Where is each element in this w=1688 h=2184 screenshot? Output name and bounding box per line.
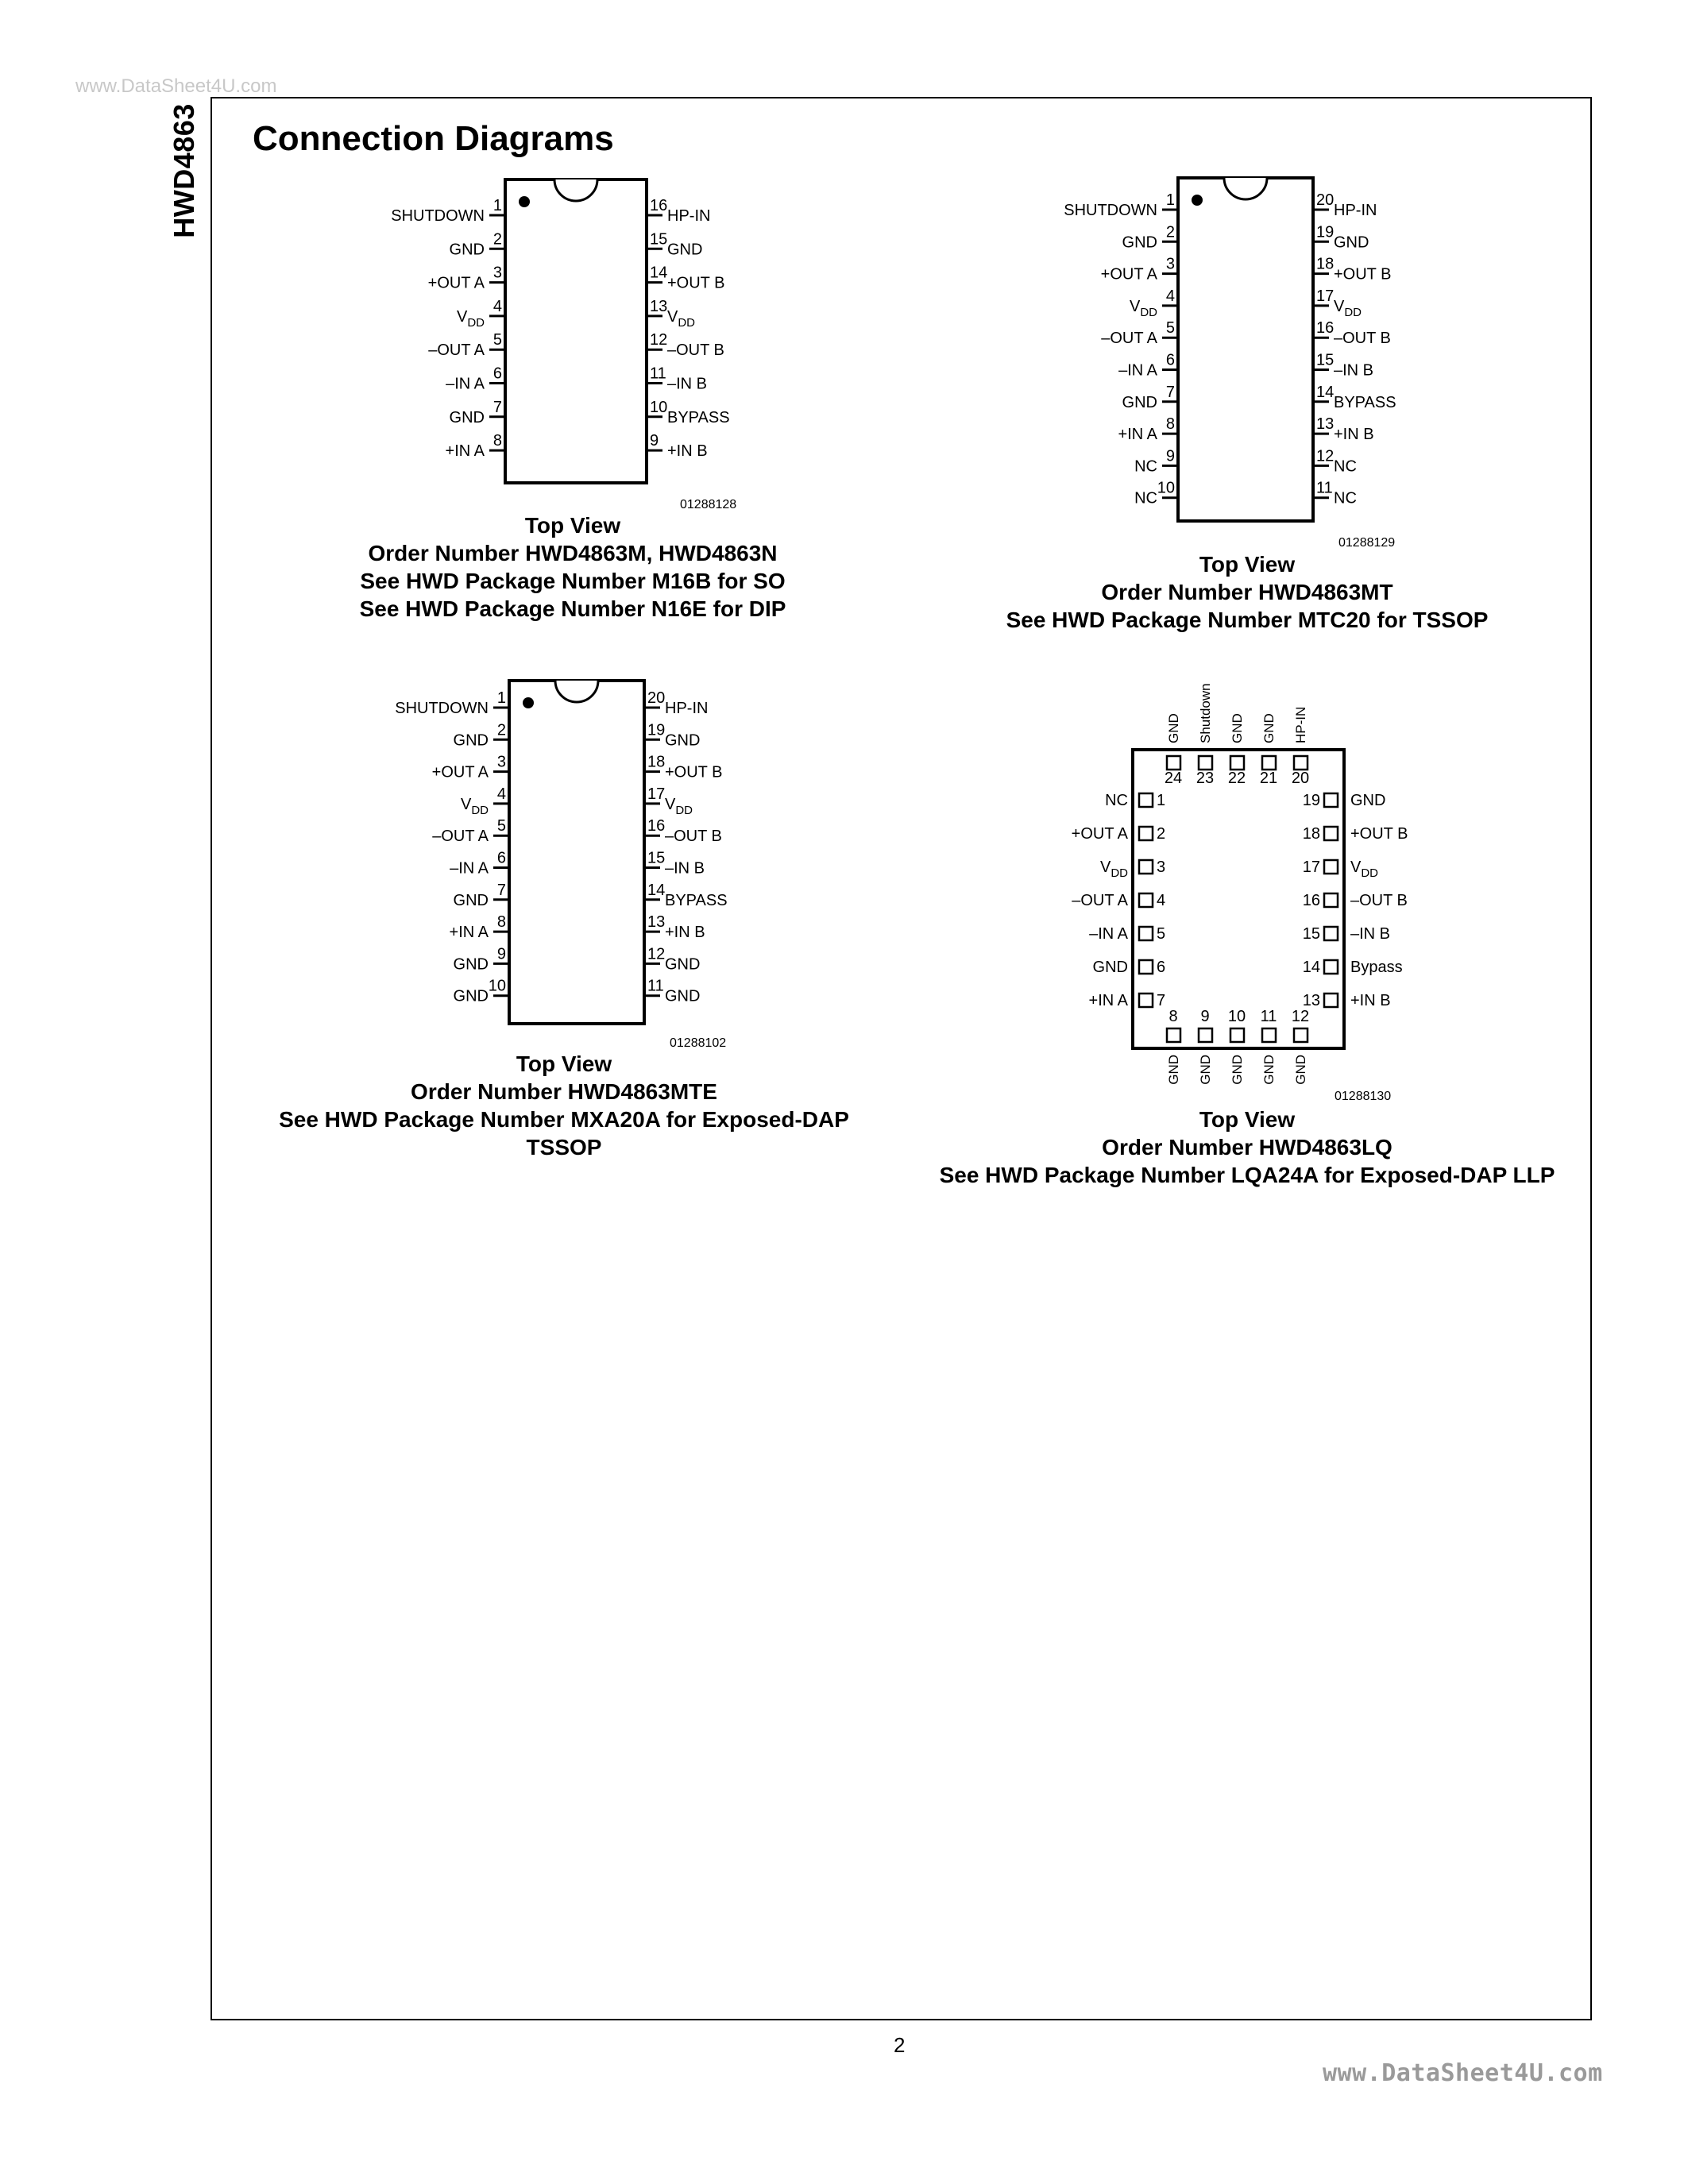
pin-number: 18 xyxy=(1316,255,1335,273)
ic-body xyxy=(1178,178,1313,521)
page-number: 2 xyxy=(894,2033,906,2057)
pin-label: +OUT B xyxy=(667,274,725,292)
pin-label: HP-IN xyxy=(665,700,709,717)
pin-number: 21 xyxy=(1259,770,1278,787)
pin-number: 1 xyxy=(1165,191,1175,209)
pin-label: +IN B xyxy=(667,442,708,461)
pin-number: 15 xyxy=(1302,925,1320,943)
pin-number: 3 xyxy=(1165,255,1175,273)
pin-label: +OUT A xyxy=(427,274,485,292)
pin-number: 19 xyxy=(647,721,666,739)
pin-label: GND xyxy=(665,731,701,750)
pin-label: GND xyxy=(665,987,701,1005)
pin-number: 5 xyxy=(496,817,506,835)
pin-label: SHUTDOWN xyxy=(395,700,489,717)
pin-number: 7 xyxy=(496,881,506,899)
caption-tssop xyxy=(1006,550,1489,634)
pin-label: $V_{DD}$ xyxy=(667,307,696,330)
pin-label: GND xyxy=(453,891,489,909)
pin-label: NC xyxy=(1134,489,1157,507)
pin-label: Shutdown xyxy=(1198,683,1213,743)
pin-label: GND xyxy=(1166,713,1181,743)
pin-number: 15 xyxy=(1316,351,1335,369)
caption-line: Order Number HWD4863LQ xyxy=(1102,1135,1393,1160)
pin-label: SHUTDOWN xyxy=(1064,202,1157,219)
pin-number: 7 xyxy=(492,398,502,416)
pin1-dot xyxy=(523,697,534,708)
pin-number: 7 xyxy=(1165,383,1175,401)
pin-label: NC xyxy=(1105,792,1128,809)
pin-number: 16 xyxy=(1316,319,1335,338)
pin-pad xyxy=(1324,827,1338,840)
pin-number: 1 xyxy=(496,689,506,707)
pin-label: $V_{DD}$ xyxy=(1099,859,1128,880)
pin-number: 17 xyxy=(1302,859,1320,876)
pin-number: 2 xyxy=(1157,825,1166,843)
pin-pad xyxy=(1262,756,1276,770)
pin-number: 5 xyxy=(1165,319,1175,338)
section-heading: Connection Diagrams xyxy=(253,119,614,158)
pin-label: $V_{DD}$ xyxy=(456,307,485,330)
pin-pad xyxy=(1324,994,1338,1007)
caption-line: Order Number HWD4863M, HWD4863N xyxy=(368,541,778,565)
pin-number: 16 xyxy=(647,817,666,835)
pin-label: BYPASS xyxy=(665,891,728,909)
pin-number: 18 xyxy=(647,753,666,771)
pin-number: 20 xyxy=(647,689,666,707)
pin-number: 17 xyxy=(647,785,666,803)
pin-number: 3 xyxy=(496,753,506,771)
pin-number: 9 xyxy=(1200,1008,1210,1025)
pin-label: GND xyxy=(667,241,703,259)
caption-line: Top View xyxy=(516,1051,612,1076)
pin-label: GND xyxy=(1230,713,1245,743)
pin1-notch xyxy=(1224,178,1267,199)
pin-number: 9 xyxy=(496,945,506,963)
pin-pad xyxy=(1324,860,1338,874)
pin-label: GND xyxy=(1198,1055,1213,1085)
caption-so-dip xyxy=(360,511,786,623)
pin-number: 4 xyxy=(1157,892,1166,909)
caption-line: See HWD Package Number MTC20 for TSSOP xyxy=(1006,608,1489,632)
pin-number: 4 xyxy=(492,297,502,315)
pin-number: 12 xyxy=(650,331,668,349)
pin-label: +OUT A xyxy=(1071,825,1128,843)
pin-number: 18 xyxy=(1302,825,1320,843)
pin-number: 19 xyxy=(1316,223,1335,241)
pin-label: +OUT B xyxy=(665,763,723,781)
caption-line: TSSOP xyxy=(526,1135,602,1160)
caption-line: See HWD Package Number MXA20A for Exposed-DAP xyxy=(279,1107,849,1132)
pin-label: +IN B xyxy=(1334,426,1374,444)
pin-number: 5 xyxy=(1157,925,1166,943)
pin-number: 11 xyxy=(650,365,666,383)
ic-body xyxy=(505,179,647,483)
pin-pad xyxy=(1167,1028,1180,1042)
pin-label: NC xyxy=(1134,457,1157,476)
pin-number: 3 xyxy=(1157,859,1166,876)
pin-label: –OUT A xyxy=(1101,330,1157,348)
pin-number: 17 xyxy=(1316,287,1335,305)
pin-label: $V_{DD}$ xyxy=(1129,297,1157,319)
pin-label: GND xyxy=(1350,792,1386,809)
pin1-notch xyxy=(554,179,597,201)
package-tssop-20 xyxy=(1064,178,1396,550)
pin-number: 12 xyxy=(1291,1008,1310,1025)
pin-label: $V_{DD}$ xyxy=(460,795,489,817)
pin-label: +IN A xyxy=(1088,992,1128,1009)
pin-number: 20 xyxy=(1291,770,1310,787)
pin-number: 13 xyxy=(1302,992,1320,1009)
pin-label: GND xyxy=(453,955,489,974)
package-exposed-dap-tssop-20 xyxy=(395,681,727,1050)
pin-pad xyxy=(1139,927,1153,940)
pin-pad xyxy=(1139,793,1153,807)
pin-label: GND xyxy=(449,408,485,426)
pin-number: 12 xyxy=(1316,447,1335,465)
pin-label: GND xyxy=(453,987,489,1005)
package-so-dip-16 xyxy=(391,179,736,511)
pin-label: GND xyxy=(449,241,485,259)
pin-label: +IN A xyxy=(1118,426,1157,444)
pin-number: 13 xyxy=(1316,415,1335,434)
pin-number: 24 xyxy=(1164,770,1183,787)
pin-label: Bypass xyxy=(1350,959,1403,976)
pin-number: 11 xyxy=(1316,479,1333,497)
pin-label: SHUTDOWN xyxy=(391,207,485,225)
pin-number: 19 xyxy=(1302,792,1320,809)
caption-llp xyxy=(940,1106,1555,1189)
pin-label: GND xyxy=(1261,1055,1277,1085)
pin-pad xyxy=(1139,893,1153,907)
watermark-top: www.DataSheet4U.com xyxy=(75,75,277,97)
pin-number: 2 xyxy=(492,230,502,249)
pin-pad xyxy=(1324,793,1338,807)
pin-number: 12 xyxy=(647,945,666,963)
pin-number: 14 xyxy=(1316,383,1335,401)
pin-pad xyxy=(1199,756,1212,770)
pin-label: –IN B xyxy=(1334,361,1374,380)
pin-label: –IN A xyxy=(1118,361,1157,380)
pin-label: GND xyxy=(1166,1055,1181,1085)
pin-number: 6 xyxy=(492,365,502,383)
pin-number: 2 xyxy=(496,721,506,739)
figure-code: 01288128 xyxy=(680,498,737,511)
pin-label: –OUT A xyxy=(1072,892,1128,909)
pin-label: –IN B xyxy=(1350,925,1391,943)
pin-label: +OUT A xyxy=(431,763,489,781)
figure-code: 01288130 xyxy=(1335,1090,1392,1103)
caption-line: Order Number HWD4863MTE xyxy=(411,1079,717,1104)
pin-number: 10 xyxy=(1227,1008,1246,1025)
pin-label: –OUT B xyxy=(667,341,724,360)
pin-number: 6 xyxy=(1157,959,1166,976)
pin-number: 8 xyxy=(1168,1008,1178,1025)
pin-label: +IN A xyxy=(445,442,485,461)
pin-number: 11 xyxy=(1260,1008,1277,1025)
pin-label: –OUT A xyxy=(428,341,485,360)
caption-line: Top View xyxy=(1199,1107,1296,1132)
pin-number: 20 xyxy=(1316,191,1335,209)
pin-pad xyxy=(1230,1028,1244,1042)
pin-label: –IN A xyxy=(1089,925,1128,943)
pin-pad xyxy=(1324,893,1338,907)
caption-line: Top View xyxy=(524,513,621,538)
side-part-number: HWD4863 xyxy=(168,103,200,238)
pin-number: 10 xyxy=(488,977,506,995)
pin-pad xyxy=(1294,756,1308,770)
pin-label: HP-IN xyxy=(1334,202,1377,219)
pin-number: 7 xyxy=(1157,992,1166,1009)
pin-number: 1 xyxy=(1157,792,1166,809)
pin-label: +IN B xyxy=(665,924,705,942)
pin1-dot xyxy=(519,196,530,207)
pin-label: –IN B xyxy=(667,375,708,393)
caption-line: See HWD Package Number N16E for DIP xyxy=(359,596,786,621)
pin-number: 8 xyxy=(1165,415,1175,434)
pin-number: 14 xyxy=(647,881,666,899)
pin-label: NC xyxy=(1334,489,1357,507)
pin-label: –IN A xyxy=(446,375,485,393)
pin-number: 16 xyxy=(1302,892,1320,909)
pin-pad xyxy=(1139,994,1153,1007)
pin-number: 8 xyxy=(492,432,502,450)
pin-pad xyxy=(1262,1028,1276,1042)
pin-number: 11 xyxy=(647,977,664,995)
pin-label: HP-IN xyxy=(667,207,711,225)
pin-label: –IN A xyxy=(450,859,489,878)
pin-number: 4 xyxy=(496,785,506,803)
pin-number: 6 xyxy=(1165,351,1175,369)
caption-line: See HWD Package Number M16B for SO xyxy=(360,569,786,593)
caption-line: Order Number HWD4863MT xyxy=(1101,580,1393,604)
pin-number: 6 xyxy=(496,849,506,867)
watermark-bottom: www.DataSheet4U.com xyxy=(1323,2059,1603,2087)
pin-label: BYPASS xyxy=(1334,393,1396,411)
pin-number: 10 xyxy=(1157,479,1175,497)
pin-label: BYPASS xyxy=(667,408,730,426)
pin-number: 16 xyxy=(650,197,668,214)
pin1-dot xyxy=(1192,195,1203,206)
pin-number: 23 xyxy=(1196,770,1215,787)
pin-number: 13 xyxy=(650,297,668,315)
pin-label: GND xyxy=(453,731,489,750)
pin-label: HP-IN xyxy=(1293,706,1308,743)
pin-label: GND xyxy=(1334,233,1369,252)
pin-pad xyxy=(1199,1028,1212,1042)
caption-line: See HWD Package Number LQA24A for Exposed-DAP LLP xyxy=(939,1163,1555,1187)
pin-pad xyxy=(1294,1028,1308,1042)
caption-exposed-dap-tssop xyxy=(279,1050,849,1161)
pin-number: 9 xyxy=(1165,447,1175,465)
pin-label: GND xyxy=(1122,393,1157,411)
pin-pad xyxy=(1167,756,1180,770)
pin-label: –OUT B xyxy=(1334,330,1391,348)
pin-number: 15 xyxy=(647,849,666,867)
pin-label: –OUT B xyxy=(665,828,722,846)
pin-number: 1 xyxy=(492,197,502,214)
pin-number: 10 xyxy=(650,398,668,416)
pin-number: 13 xyxy=(647,913,666,932)
package-llp-24 xyxy=(1072,683,1408,1103)
pin-label: NC xyxy=(1334,457,1357,476)
pin-number: 8 xyxy=(496,913,506,932)
pin-pad xyxy=(1139,827,1153,840)
pin-number: 9 xyxy=(650,432,659,450)
pin-number: 22 xyxy=(1227,770,1246,787)
pin-number: 14 xyxy=(650,264,668,282)
caption-line: Top View xyxy=(1199,552,1296,577)
pin-pad xyxy=(1324,927,1338,940)
pin-label: +IN B xyxy=(1350,992,1391,1009)
pin-label: +OUT A xyxy=(1100,265,1157,284)
pin-number: 3 xyxy=(492,264,502,282)
pin-label: +OUT B xyxy=(1350,825,1408,843)
pin-label: –OUT A xyxy=(432,828,489,846)
pin-label: GND xyxy=(1293,1055,1308,1085)
ic-body xyxy=(509,681,644,1024)
pin-number: 2 xyxy=(1165,223,1175,241)
pin-label: $V_{DD}$ xyxy=(1350,859,1379,880)
figure-code: 01288102 xyxy=(670,1036,727,1050)
figure-code: 01288129 xyxy=(1338,536,1396,550)
pin-label: +OUT B xyxy=(1334,265,1392,284)
pin-label: $V_{DD}$ xyxy=(665,795,693,817)
pin-label: +IN A xyxy=(449,924,489,942)
pin1-notch xyxy=(555,681,598,702)
pin-label: GND xyxy=(1122,233,1157,252)
pin-number: 5 xyxy=(492,331,502,349)
pin-label: GND xyxy=(665,955,701,974)
pin-number: 15 xyxy=(650,230,668,249)
pin-pad xyxy=(1324,960,1338,974)
pin-pad xyxy=(1139,960,1153,974)
pin-label: $V_{DD}$ xyxy=(1334,297,1362,319)
pin-label: –OUT B xyxy=(1350,892,1408,909)
pin-pad xyxy=(1230,756,1244,770)
pin-number: 14 xyxy=(1302,959,1320,976)
pin-label: GND xyxy=(1261,713,1277,743)
pin-label: GND xyxy=(1230,1055,1245,1085)
pin-label: –IN B xyxy=(665,859,705,878)
pin-number: 4 xyxy=(1165,287,1175,305)
pin-label: GND xyxy=(1092,959,1128,976)
pin-pad xyxy=(1139,860,1153,874)
